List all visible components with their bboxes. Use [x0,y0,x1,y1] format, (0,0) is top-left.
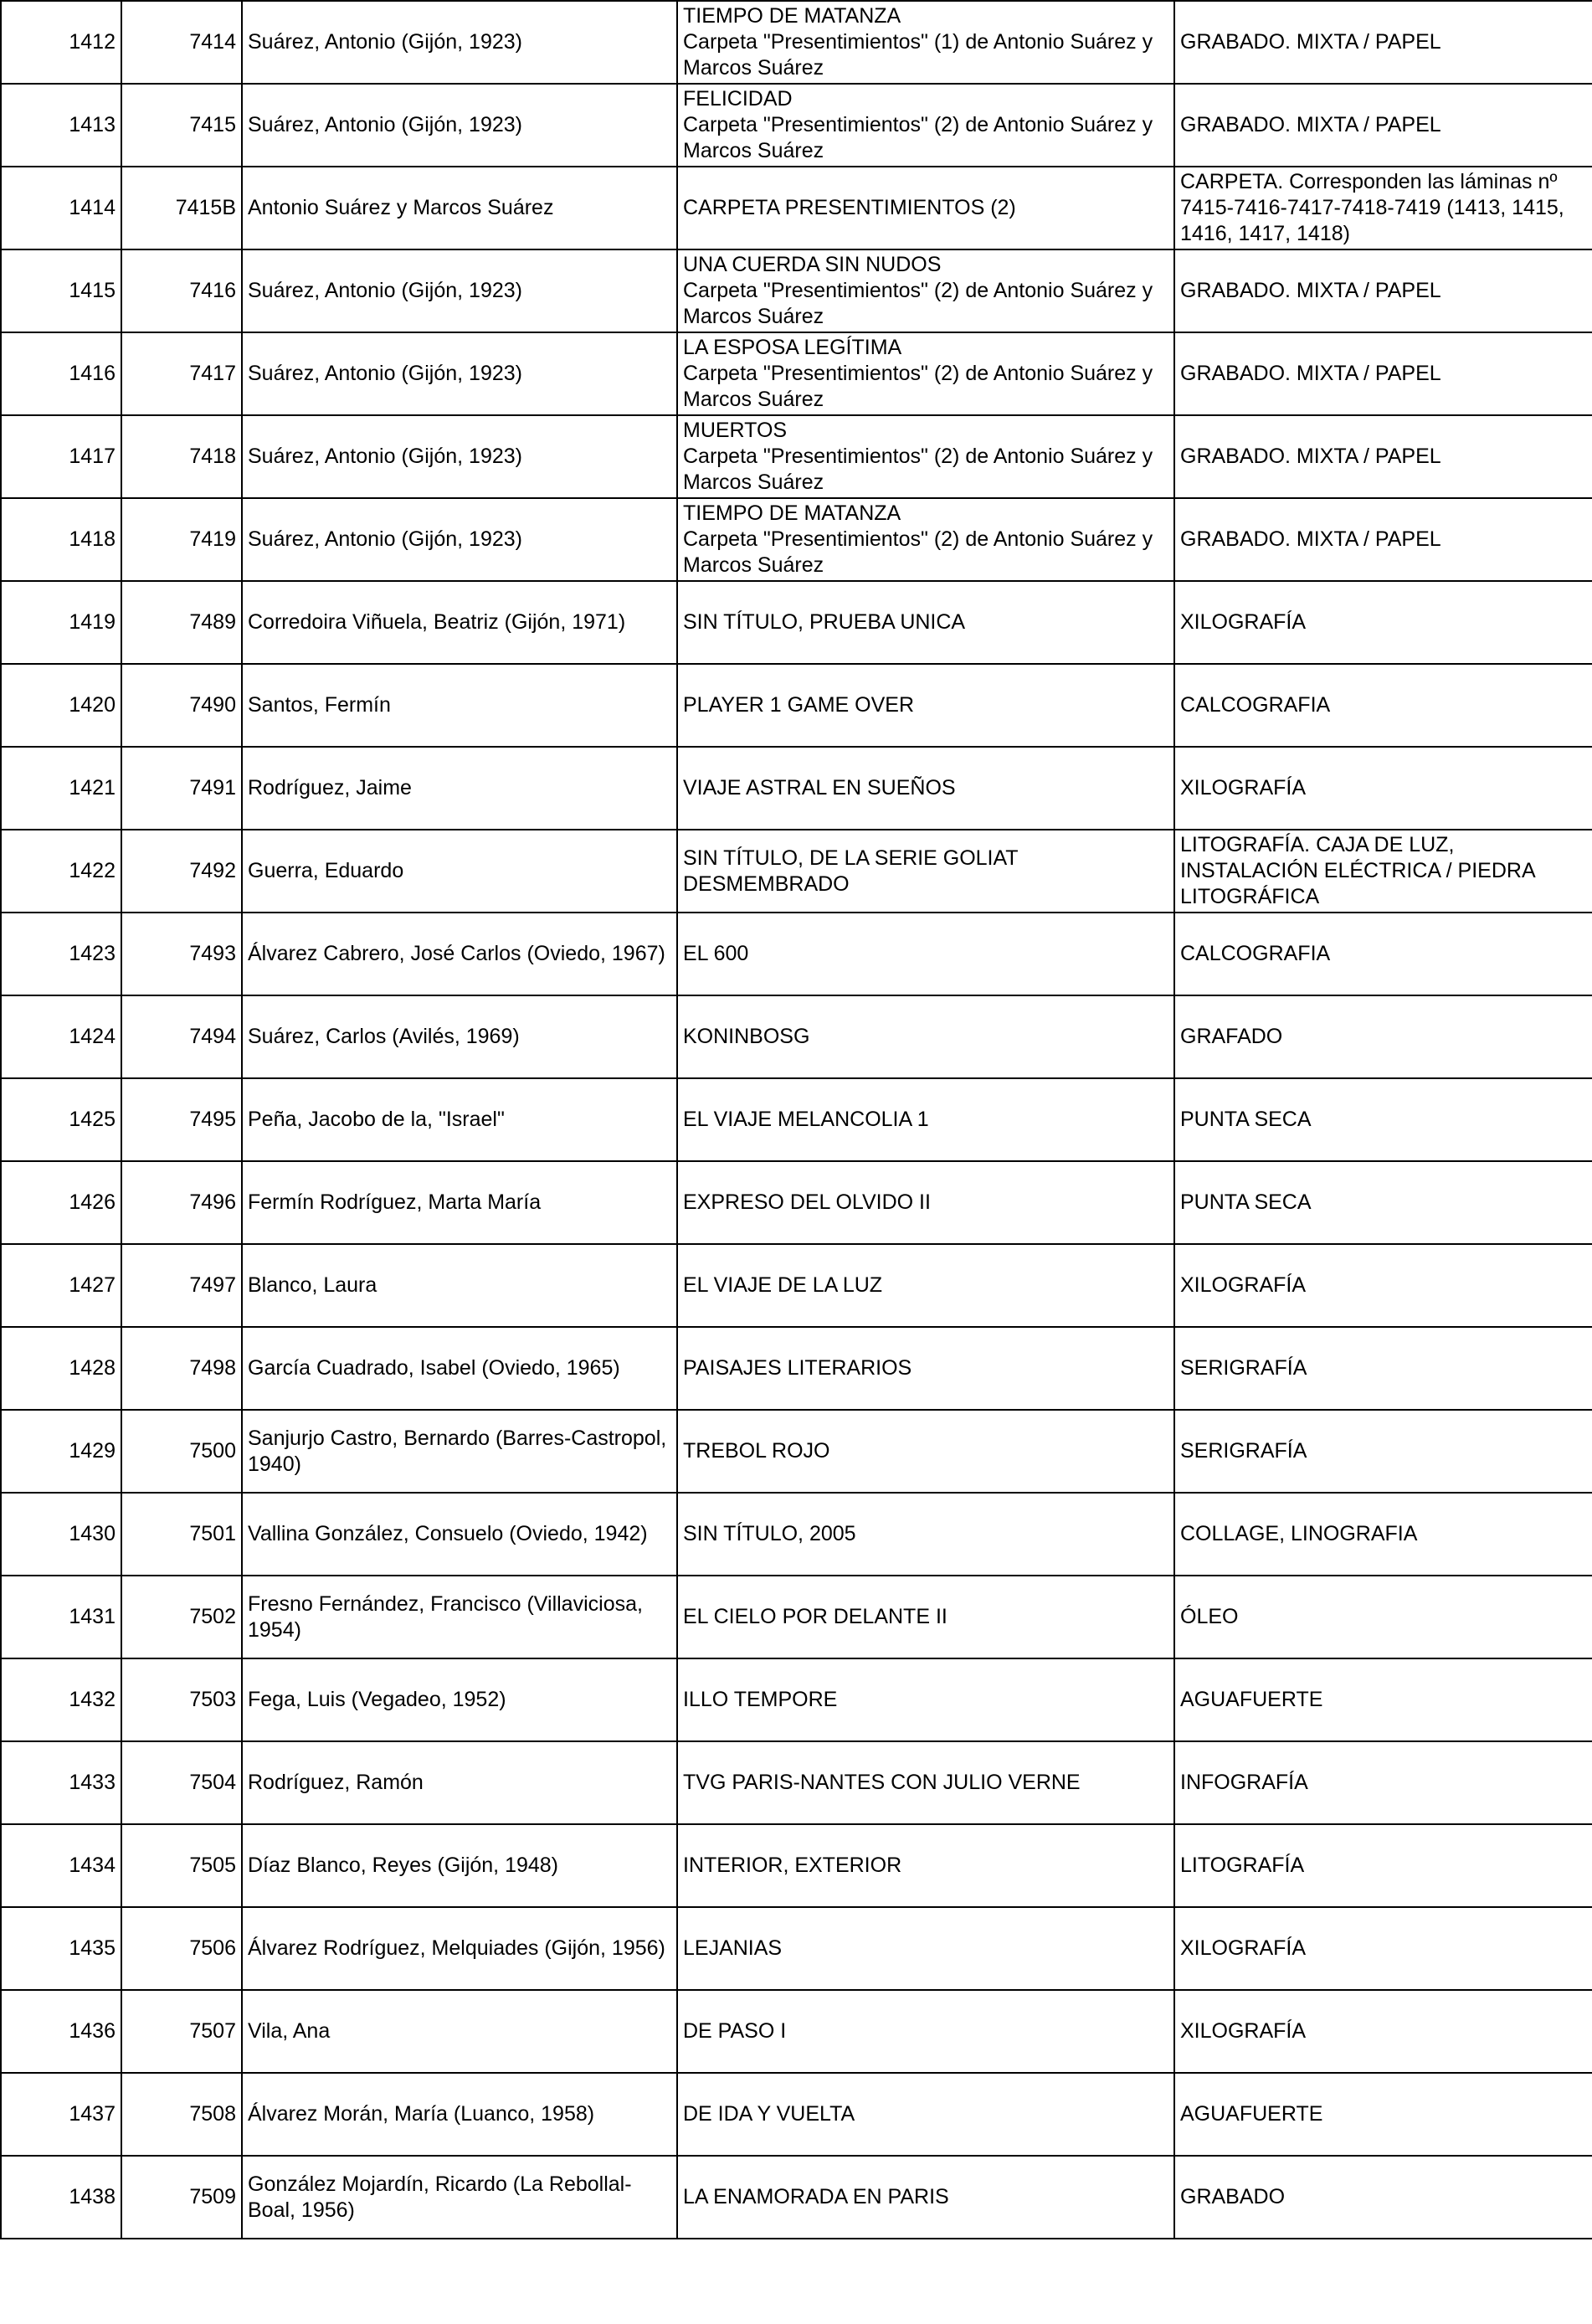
entry-number-cell: 1436 [1,1990,121,2073]
technique-line: INSTALACIÓN ELÉCTRICA / PIEDRA [1180,859,1536,882]
technique-line: SERIGRAFÍA [1180,1439,1307,1463]
inventory-number-cell: 7415 [121,84,242,167]
title-cell [677,415,1174,498]
entry-number-cell: 1419 [1,581,121,664]
author-cell: Álvarez Rodríguez, Melquiades (Gijón, 1956) [242,1907,677,1990]
title-line: EL VIAJE MELANCOLIA 1 [683,1108,929,1131]
catalog-body [1,1,1592,2239]
title-cell [677,581,1174,664]
title-line: DE PASO I [683,2019,787,2043]
author-cell: Suárez, Antonio (Gijón, 1923) [242,249,677,332]
inventory-number-cell: 7418 [121,415,242,498]
title-line: LEJANIAS [683,1936,783,1960]
author-cell: Sanjurjo Castro, Bernardo (Barres-Castropol, 1940) [242,1410,677,1493]
entry-number-cell: 1425 [1,1078,121,1161]
title-line: TIEMPO DE MATANZA [683,501,901,525]
table-row [1,1078,1592,1161]
title-cell [677,1576,1174,1658]
technique-cell [1174,1244,1592,1327]
table-row [1,913,1592,995]
inventory-number-cell: 7503 [121,1658,242,1741]
title-cell [677,830,1174,913]
technique-cell [1174,415,1592,498]
technique-line: LITOGRAFÍA [1180,1854,1305,1877]
title-line: Marcos Suárez [683,470,824,494]
technique-cell [1174,1493,1592,1576]
inventory-number-cell: 7417 [121,332,242,415]
technique-line: PUNTA SECA [1180,1190,1312,1214]
title-line: Carpeta "Presentimientos" (2) de Antonio Suárez y [683,527,1153,551]
title-line: SIN TÍTULO, DE LA SERIE GOLIAT [683,846,1019,870]
author-cell: Díaz Blanco, Reyes (Gijón, 1948) [242,1824,677,1907]
technique-line: XILOGRAFÍA [1180,776,1307,800]
technique-line: 1416, 1417, 1418) [1180,222,1350,245]
technique-cell [1174,84,1592,167]
entry-number-cell: 1420 [1,664,121,747]
inventory-number-cell: 7495 [121,1078,242,1161]
title-line: PLAYER 1 GAME OVER [683,693,915,717]
entry-number-cell: 1431 [1,1576,121,1658]
title-line: Marcos Suárez [683,139,824,162]
technique-cell [1174,1576,1592,1658]
title-cell [677,1078,1174,1161]
technique-line: GRAFADO [1180,1025,1283,1048]
title-line: Carpeta "Presentimientos" (2) de Antonio Suárez y [683,113,1153,136]
technique-line: XILOGRAFÍA [1180,1273,1307,1297]
title-line: DESMEMBRADO [683,872,850,896]
title-line: INTERIOR, EXTERIOR [683,1854,902,1877]
title-cell [677,167,1174,249]
entry-number-cell: 1422 [1,830,121,913]
technique-line: GRABADO. MIXTA / PAPEL [1180,527,1441,551]
title-cell [677,1327,1174,1410]
table-row [1,1576,1592,1658]
author-cell: Álvarez Cabrero, José Carlos (Oviedo, 1967) [242,913,677,995]
technique-cell [1174,1161,1592,1244]
entry-number-cell: 1418 [1,498,121,581]
technique-cell [1174,332,1592,415]
inventory-number-cell: 7419 [121,498,242,581]
inventory-number-cell: 7416 [121,249,242,332]
table-row [1,167,1592,249]
inventory-number-cell: 7414 [121,1,242,84]
technique-line: GRABADO [1180,2185,1286,2208]
inventory-number-cell: 7489 [121,581,242,664]
inventory-number-cell: 7494 [121,995,242,1078]
technique-line: INFOGRAFÍA [1180,1771,1308,1794]
entry-number-cell: 1424 [1,995,121,1078]
title-cell [677,913,1174,995]
author-cell: Suárez, Antonio (Gijón, 1923) [242,84,677,167]
entry-number-cell: 1430 [1,1493,121,1576]
title-line: Marcos Suárez [683,56,824,80]
entry-number-cell: 1437 [1,2073,121,2156]
title-cell [677,1244,1174,1327]
entry-number-cell: 1434 [1,1824,121,1907]
author-cell: Suárez, Carlos (Avilés, 1969) [242,995,677,1078]
title-cell [677,249,1174,332]
title-line: PAISAJES LITERARIOS [683,1356,912,1380]
title-cell [677,2073,1174,2156]
author-cell: Rodríguez, Ramón [242,1741,677,1824]
technique-line: XILOGRAFÍA [1180,1936,1307,1960]
table-row [1,2073,1592,2156]
technique-cell [1174,249,1592,332]
technique-cell [1174,830,1592,913]
table-row [1,830,1592,913]
technique-line: ÓLEO [1180,1605,1239,1628]
table-row [1,1493,1592,1576]
title-line: Carpeta "Presentimientos" (2) de Antonio Suárez y [683,362,1153,385]
title-line: Carpeta "Presentimientos" (2) de Antonio Suárez y [683,279,1153,302]
entry-number-cell: 1415 [1,249,121,332]
table-row [1,1,1592,84]
technique-cell [1174,1078,1592,1161]
author-cell: Vila, Ana [242,1990,677,2073]
entry-number-cell: 1414 [1,167,121,249]
title-cell [677,747,1174,830]
author-cell: Peña, Jacobo de la, "Israel" [242,1078,677,1161]
title-line: TVG PARIS-NANTES CON JULIO VERNE [683,1771,1081,1794]
inventory-number-cell: 7497 [121,1244,242,1327]
inventory-number-cell: 7507 [121,1990,242,2073]
table-row [1,1907,1592,1990]
title-line: SIN TÍTULO, 2005 [683,1522,856,1545]
table-row [1,1824,1592,1907]
inventory-number-cell: 7502 [121,1576,242,1658]
inventory-number-cell: 7491 [121,747,242,830]
author-cell: Blanco, Laura [242,1244,677,1327]
technique-cell [1174,913,1592,995]
entry-number-cell: 1428 [1,1327,121,1410]
author-cell: Guerra, Eduardo [242,830,677,913]
inventory-number-cell: 7415B [121,167,242,249]
title-line: CARPETA PRESENTIMIENTOS (2) [683,196,1016,219]
author-cell: Suárez, Antonio (Gijón, 1923) [242,498,677,581]
table-row [1,1161,1592,1244]
technique-line: AGUAFUERTE [1180,1688,1323,1711]
title-line: DE IDA Y VUELTA [683,2102,855,2126]
technique-cell [1174,498,1592,581]
technique-line: SERIGRAFÍA [1180,1356,1307,1380]
title-line: KONINBOSG [683,1025,810,1048]
technique-cell [1174,1410,1592,1493]
technique-line: AGUAFUERTE [1180,2102,1323,2126]
technique-line: CARPETA. Corresponden las láminas nº [1180,170,1558,193]
table-row [1,664,1592,747]
title-cell [677,1658,1174,1741]
author-cell: Álvarez Morán, María (Luanco, 1958) [242,2073,677,2156]
entry-number-cell: 1416 [1,332,121,415]
title-cell [677,1741,1174,1824]
table-row [1,1244,1592,1327]
inventory-number-cell: 7493 [121,913,242,995]
title-cell [677,2156,1174,2239]
inventory-number-cell: 7506 [121,1907,242,1990]
entry-number-cell: 1421 [1,747,121,830]
title-cell [677,1824,1174,1907]
title-line: MUERTOS [683,419,788,442]
inventory-number-cell: 7508 [121,2073,242,2156]
entry-number-cell: 1435 [1,1907,121,1990]
inventory-number-cell: 7505 [121,1824,242,1907]
table-row [1,995,1592,1078]
table-row [1,747,1592,830]
title-line: EL VIAJE DE LA LUZ [683,1273,883,1297]
author-cell: Fresno Fernández, Francisco (Villaviciosa, 1954) [242,1576,677,1658]
entry-number-cell: 1433 [1,1741,121,1824]
author-cell: Fermín Rodríguez, Marta María [242,1161,677,1244]
table-row [1,332,1592,415]
author-cell: González Mojardín, Ricardo (La Rebollal-Boal, 1956) [242,2156,677,2239]
table-row [1,415,1592,498]
technique-cell [1174,167,1592,249]
title-line: Marcos Suárez [683,388,824,411]
technique-line: 7415-7416-7417-7418-7419 (1413, 1415, [1180,196,1564,219]
table-row [1,2156,1592,2239]
title-cell [677,1,1174,84]
entry-number-cell: 1423 [1,913,121,995]
title-line: TIEMPO DE MATANZA [683,4,901,28]
author-cell: García Cuadrado, Isabel (Oviedo, 1965) [242,1327,677,1410]
table-row [1,1327,1592,1410]
title-cell [677,995,1174,1078]
inventory-number-cell: 7501 [121,1493,242,1576]
title-cell [677,1410,1174,1493]
technique-cell [1174,1,1592,84]
entry-number-cell: 1438 [1,2156,121,2239]
entry-number-cell: 1426 [1,1161,121,1244]
technique-line: COLLAGE, LINOGRAFIA [1180,1522,1418,1545]
technique-line: GRABADO. MIXTA / PAPEL [1180,362,1441,385]
title-line: Carpeta "Presentimientos" (2) de Antonio Suárez y [683,445,1153,468]
inventory-number-cell: 7498 [121,1327,242,1410]
entry-number-cell: 1429 [1,1410,121,1493]
title-line: Marcos Suárez [683,553,824,577]
author-cell: Suárez, Antonio (Gijón, 1923) [242,1,677,84]
technique-cell [1174,1907,1592,1990]
inventory-number-cell: 7490 [121,664,242,747]
entry-number-cell: 1412 [1,1,121,84]
technique-cell [1174,1658,1592,1741]
technique-line: GRABADO. MIXTA / PAPEL [1180,279,1441,302]
author-cell: Suárez, Antonio (Gijón, 1923) [242,332,677,415]
title-cell [677,1990,1174,2073]
title-line: Marcos Suárez [683,305,824,328]
title-line: LA ENAMORADA EN PARIS [683,2185,949,2208]
title-line: LA ESPOSA LEGÍTIMA [683,336,902,359]
inventory-number-cell: 7509 [121,2156,242,2239]
title-line: Carpeta "Presentimientos" (1) de Antonio Suárez y [683,30,1153,54]
technique-cell [1174,1990,1592,2073]
table-row [1,1990,1592,2073]
technique-cell [1174,995,1592,1078]
entry-number-cell: 1427 [1,1244,121,1327]
technique-cell [1174,1327,1592,1410]
title-cell [677,332,1174,415]
technique-line: GRABADO. MIXTA / PAPEL [1180,445,1441,468]
title-line: UNA CUERDA SIN NUDOS [683,253,942,276]
author-cell: Rodríguez, Jaime [242,747,677,830]
technique-cell [1174,2156,1592,2239]
technique-line: GRABADO. MIXTA / PAPEL [1180,113,1441,136]
technique-cell [1174,581,1592,664]
title-line: FELICIDAD [683,87,793,111]
technique-line: GRABADO. MIXTA / PAPEL [1180,30,1441,54]
title-cell [677,1161,1174,1244]
author-cell: Corredoira Viñuela, Beatriz (Gijón, 1971) [242,581,677,664]
table-row [1,249,1592,332]
technique-line: XILOGRAFÍA [1180,2019,1307,2043]
table-row [1,1658,1592,1741]
title-line: VIAJE ASTRAL EN SUEÑOS [683,776,956,800]
technique-line: LITOGRÁFICA [1180,885,1320,908]
technique-line: CALCOGRAFIA [1180,693,1331,717]
title-line: SIN TÍTULO, PRUEBA UNICA [683,610,966,634]
author-cell: Santos, Fermín [242,664,677,747]
technique-cell [1174,1824,1592,1907]
technique-line: LITOGRAFÍA. CAJA DE LUZ, [1180,833,1455,856]
technique-line: PUNTA SECA [1180,1108,1312,1131]
title-cell [677,664,1174,747]
table-row [1,498,1592,581]
entry-number-cell: 1413 [1,84,121,167]
author-cell: Antonio Suárez y Marcos Suárez [242,167,677,249]
inventory-number-cell: 7504 [121,1741,242,1824]
entry-number-cell: 1417 [1,415,121,498]
entry-number-cell: 1432 [1,1658,121,1741]
title-line: EL 600 [683,942,749,965]
table-row [1,581,1592,664]
title-line: EL CIELO POR DELANTE II [683,1605,947,1628]
table-row [1,1410,1592,1493]
technique-line: XILOGRAFÍA [1180,610,1307,634]
table-row [1,84,1592,167]
technique-cell [1174,664,1592,747]
author-cell: Fega, Luis (Vegadeo, 1952) [242,1658,677,1741]
inventory-number-cell: 7492 [121,830,242,913]
technique-cell [1174,747,1592,830]
title-line: ILLO TEMPORE [683,1688,838,1711]
title-line: EXPRESO DEL OLVIDO II [683,1190,931,1214]
author-cell: Vallina González, Consuelo (Oviedo, 1942) [242,1493,677,1576]
inventory-number-cell: 7500 [121,1410,242,1493]
technique-cell [1174,2073,1592,2156]
technique-line: CALCOGRAFIA [1180,942,1331,965]
title-cell [677,84,1174,167]
title-cell [677,1907,1174,1990]
title-cell [677,498,1174,581]
technique-cell [1174,1741,1592,1824]
title-cell [677,1493,1174,1576]
title-line: TREBOL ROJO [683,1439,830,1463]
inventory-number-cell: 7496 [121,1161,242,1244]
table-row [1,1741,1592,1824]
author-cell: Suárez, Antonio (Gijón, 1923) [242,415,677,498]
